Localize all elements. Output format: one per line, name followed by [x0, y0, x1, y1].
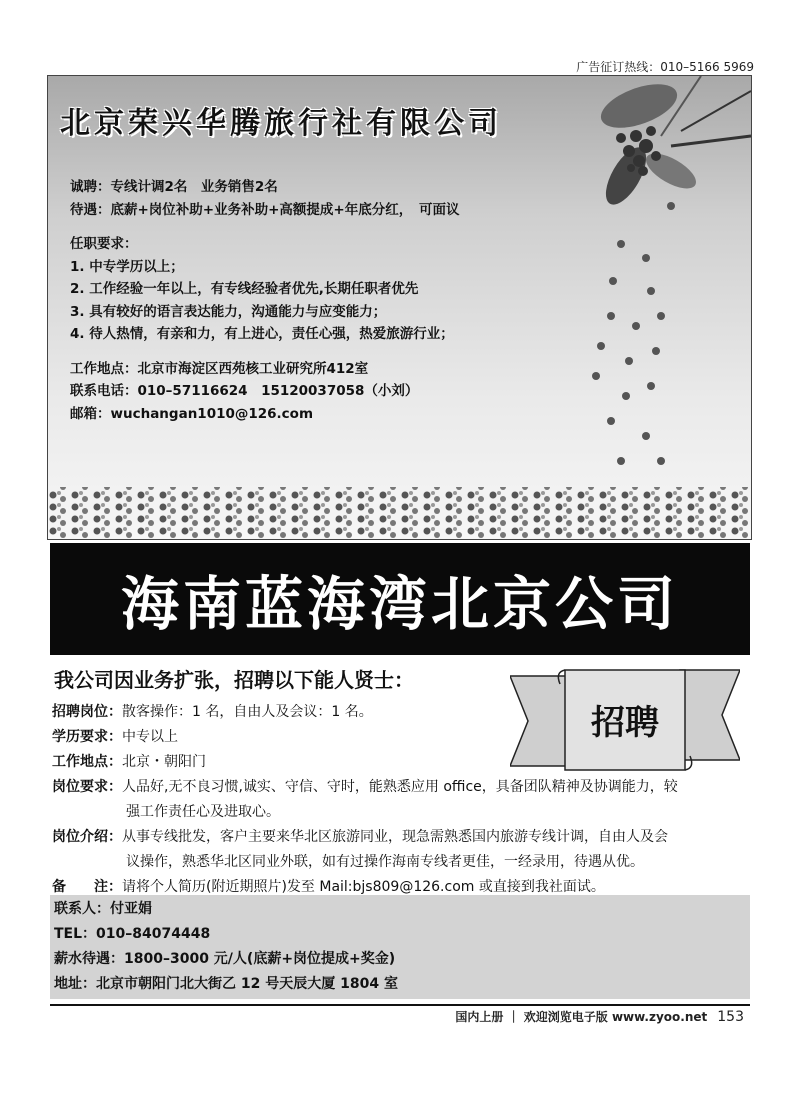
- flower-illustration: [551, 76, 751, 476]
- row-label: 招聘岗位：: [52, 704, 122, 720]
- row-value-continued: 强工作责任心及进取心。: [126, 804, 280, 820]
- footer-divider: [50, 1004, 750, 1006]
- ad1-line: 2. 工作经验一年以上，有专线经验者优先,长期任职者优先: [70, 281, 419, 297]
- ad-hotline: 广告征订热线：010–5166 5969: [576, 60, 754, 74]
- ad1-line: 1. 中专学历以上；: [70, 258, 184, 275]
- row-label: 备 注：: [52, 879, 122, 895]
- row-value: 从事专线批发，客户主要来华北区旅游同业，现急需熟悉国内旅游专线计调，自由人及会: [122, 829, 668, 845]
- detail-row: [52, 750, 757, 775]
- petal-field-decoration: [48, 479, 752, 539]
- detail-row: [52, 700, 757, 725]
- row-label: 学历要求：: [52, 729, 122, 745]
- salary-info: 薪水待遇：1800–3000 元/人(底薪+岗位提成+奖金): [54, 951, 396, 967]
- ad2-headline: 我公司因业务扩张，招聘以下能人贤士：: [54, 668, 414, 692]
- footer-text: 国内上册 ｜ 欢迎浏览电子版 www.zyoo.net: [455, 1010, 708, 1024]
- page-footer: [455, 1008, 744, 1025]
- row-value-continued: 议操作，熟悉华北区同业外联，如有过操作海南专线者更佳，一经录用，待遇从优。: [126, 854, 644, 870]
- contact-phone: TEL：010–84074448: [54, 926, 211, 942]
- ad1-details: [70, 176, 460, 425]
- row-value: 中专以上: [122, 729, 178, 745]
- row-label: 岗位介绍：: [52, 829, 122, 845]
- row-value: 人品好,无不良习惯,诚实、守信、守时，能熟悉应用 office，具备团队精神及协调能力，较: [122, 779, 678, 795]
- ad1-line: 工作地点：北京市海淀区西苑核工业研究所412室: [70, 360, 369, 377]
- detail-row: [52, 775, 757, 800]
- ad1-company-name: 北京荣兴华腾旅行社有限公司: [60, 106, 502, 141]
- detail-row: [52, 825, 757, 850]
- company-banner: [50, 543, 750, 655]
- travel-agency-ad: [47, 75, 752, 540]
- detail-row-continued: [52, 850, 757, 875]
- page-number: 153: [717, 1009, 744, 1025]
- contact-person: 联系人：付亚娟: [54, 901, 152, 917]
- ad1-line: 联系电话：010–57116624 15120037058（小刘）: [70, 383, 419, 399]
- row-value: 北京・朝阳门: [122, 754, 206, 770]
- contact-address: 地址：北京市朝阳门北大街乙 12 号天辰大厦 1804 室: [54, 976, 398, 992]
- ad1-line: 邮箱：wuchangan1010@126.com: [70, 405, 314, 422]
- ad1-line: 待遇：底薪+岗位补助+业务补助+高额提成+年底分红， 可面议: [70, 201, 460, 218]
- ad1-line: 4. 待人热情，有亲和力，有上进心，责任心强，热爱旅游行业；: [70, 326, 454, 342]
- ad2-details: [52, 700, 757, 900]
- row-label: 工作地点：: [52, 754, 122, 770]
- row-label: 岗位要求：: [52, 779, 122, 795]
- detail-row: [52, 725, 757, 750]
- detail-row-continued: [52, 800, 757, 825]
- ad1-line: 3. 具有较好的语言表达能力，沟通能力与应变能力；: [70, 303, 387, 320]
- ad1-line: 诚聘：专线计调2名 业务销售2名: [70, 179, 278, 195]
- row-value: 散客操作：1 名，自由人及会议：1 名。: [122, 704, 373, 720]
- banner-title: 海南蓝海湾北京公司: [120, 570, 679, 638]
- contact-info: [54, 897, 398, 997]
- recruit-badge-label: 招聘: [591, 703, 659, 743]
- row-value: 请将个人简历(附近期照片)发至 Mail:bjs809@126.com 或直接到我社面试。: [122, 879, 605, 895]
- ad1-line: 任职要求：: [70, 236, 138, 252]
